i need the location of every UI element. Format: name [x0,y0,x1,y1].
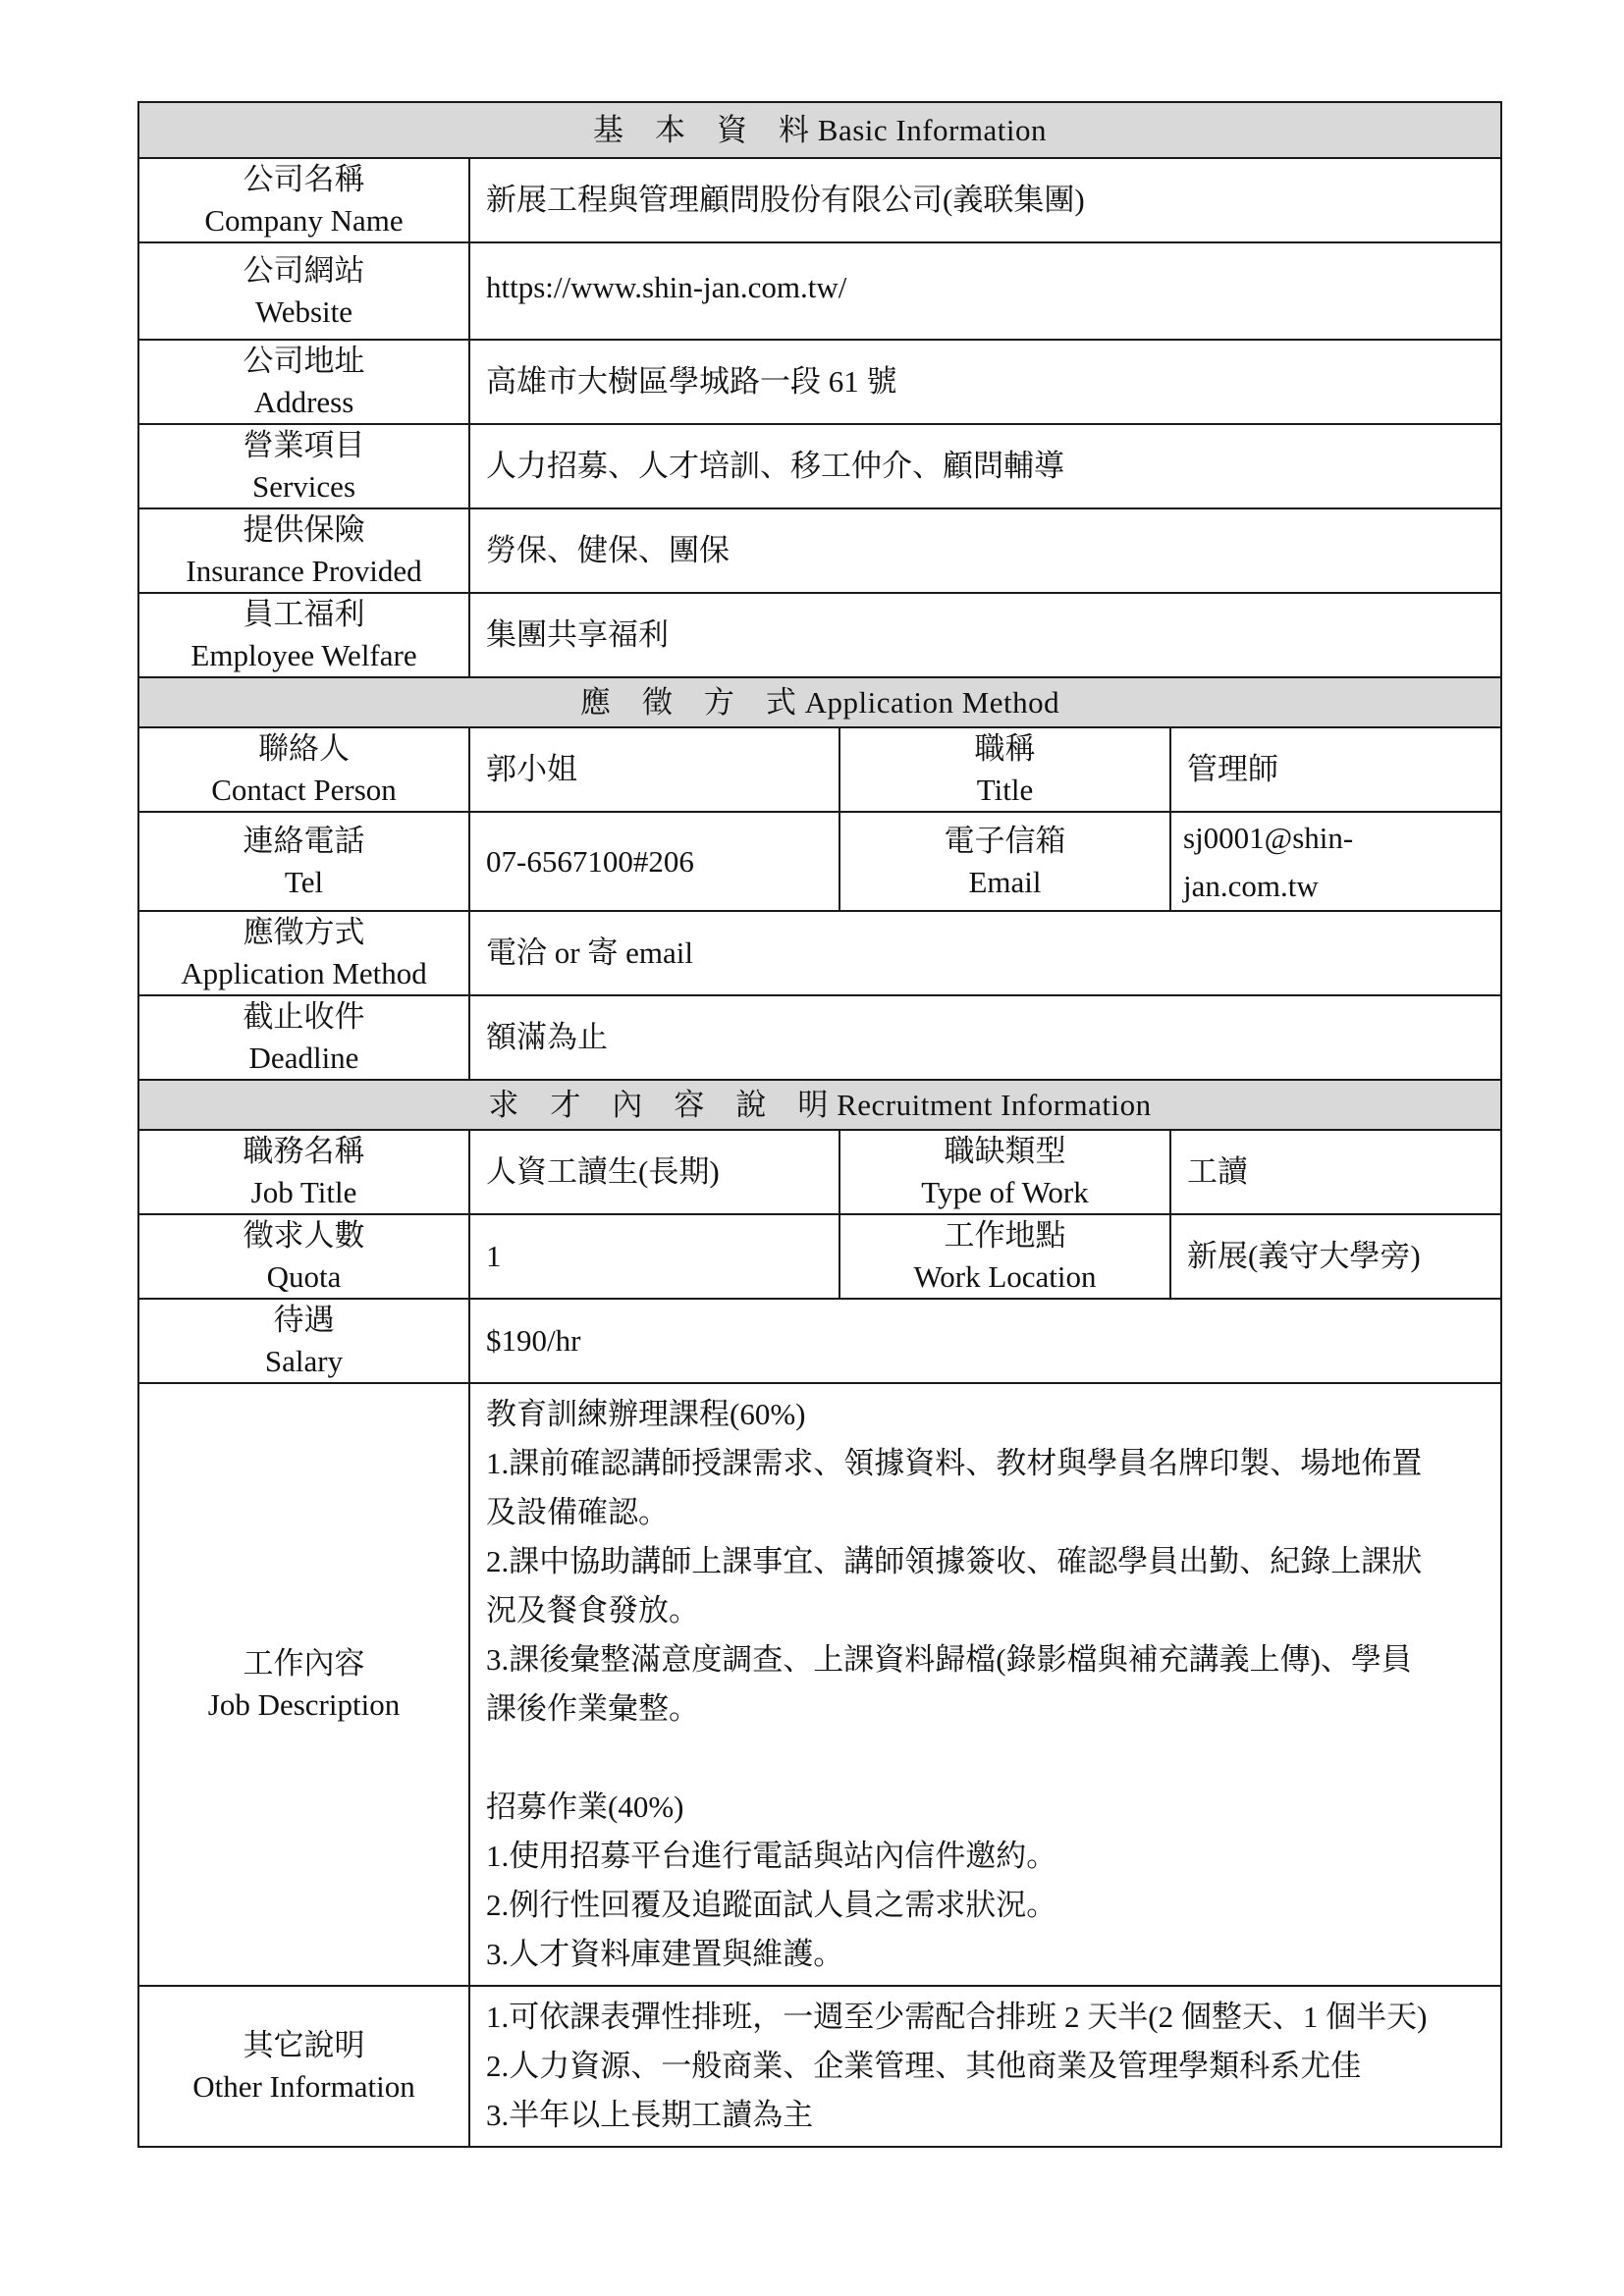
other-line: 1.可依課表彈性排班，一週至少需配合排班 2 天半(2 個整天、1 個半天) [486,2000,1428,2034]
description-line: 1.使用招募平台進行電話與站內信件邀約。 [486,1839,1057,1873]
label-services [138,424,469,508]
label-zh: 公司網站 [243,252,365,289]
label-zh: 電子信箱 [944,823,1066,859]
description-line: 招募作業(40%) [486,1789,684,1824]
job-title-value: 人資工讀生(長期) [469,1130,839,1214]
label-work-type [839,1130,1170,1214]
label-en: Other Information [192,2069,415,2104]
label-zh: 工作內容 [243,1646,365,1682]
label-zh: 徵求人數 [243,1218,365,1254]
label-en: Work Location [913,1259,1097,1294]
label-en: Services [251,469,356,504]
row-job-description [138,1383,1501,1986]
label-zh: 員工福利 [243,597,365,632]
row-insurance [138,508,1501,593]
label-zh: 職稱 [974,731,1036,767]
label-zh: 應徵方式 [243,915,365,950]
label-zh: 待遇 [273,1303,335,1338]
row-website [138,242,1501,340]
description-line: 1.課前確認講師授課需求、領據資料、教材與學員名牌印製、場地佈置 [486,1446,1423,1480]
label-zh: 職缺類型 [944,1134,1066,1169]
tel-value: 07-6567100#206 [469,812,839,911]
row-contact [138,727,1501,812]
section-title: 應 徵 方 式 Application Method [138,677,1501,727]
label-en: Job Description [207,1687,401,1722]
label-zh: 工作地點 [944,1218,1066,1254]
label-en: Tel [284,864,324,899]
label-welfare [138,593,469,677]
label-zh: 連絡電話 [243,823,365,859]
label-quota [138,1214,469,1299]
label-zh: 截止收件 [243,999,365,1035]
services-value: 人力招募、人才培訓、移工仲介、顧問輔導 [469,424,1501,508]
description-line: 及設備確認。 [486,1495,669,1529]
row-company [138,158,1501,242]
description-line: 3.人才資料庫建置與維護。 [486,1937,844,1971]
welfare-value: 集團共享福利 [469,593,1501,677]
description-line: 教育訓練辦理課程(60%) [486,1397,806,1431]
other-line: 2.人力資源、一般商業、企業管理、其他商業及管理學類科系尤佳 [486,2049,1362,2083]
description-line: 況及餐食發放。 [486,1593,699,1628]
label-en: Company Name [204,203,404,238]
label-insurance [138,508,469,593]
job-posting-table [137,101,1502,2148]
row-quota [138,1214,1501,1299]
row-deadline [138,995,1501,1080]
description-line: 課後作業彙整。 [486,1691,699,1726]
label-en: Quota [266,1259,342,1294]
label-email [839,812,1170,911]
label-contact [138,727,469,812]
label-en: Title [976,773,1034,807]
label-tel [138,812,469,911]
label-en: Address [253,385,354,419]
label-deadline [138,995,469,1080]
description-blank-line [486,1734,1490,1783]
insurance-value: 勞保、健保、團保 [469,508,1501,593]
label-en: Website [254,294,353,329]
work-type-value: 工讀 [1170,1130,1501,1214]
label-zh: 職務名稱 [243,1134,365,1169]
label-zh: 公司地址 [243,344,365,379]
description-line: 3.課後彙整滿意度調查、上課資料歸檔(錄影檔與補充講義上傳)、學員 [486,1642,1412,1677]
row-tel [138,812,1501,911]
label-en: Insurance Provided [186,554,422,588]
label-en: Email [968,864,1042,899]
label-zh: 營業項目 [243,428,365,463]
label-en: Deadline [248,1041,359,1075]
label-en: Application Method [181,956,427,990]
label-en: Salary [264,1344,344,1378]
label-website [138,242,469,340]
label-en: Job Title [250,1175,357,1209]
section-header-basic [138,102,1501,158]
company-name-value: 新展工程與管理顧問股份有限公司(義联集團) [469,158,1501,242]
row-method [138,911,1501,995]
row-address [138,340,1501,424]
section-header-application [138,677,1501,727]
label-en: Contact Person [211,773,397,807]
label-title [839,727,1170,812]
email-value[interactable] [1170,812,1501,911]
description-line: 2.課中協助講師上課事宜、講師領據簽收、確認學員出勤、紀錄上課狀 [486,1544,1423,1578]
label-location [839,1214,1170,1299]
other-information-value [469,1986,1501,2147]
website-value[interactable]: https://www.shin-jan.com.tw/ [469,242,1501,340]
label-zh: 其它說明 [243,2028,365,2063]
row-salary [138,1299,1501,1383]
label-address [138,340,469,424]
deadline-value: 額滿為止 [469,995,1501,1080]
label-zh: 提供保險 [243,512,365,548]
job-posting-document [137,101,1500,2148]
section-header-recruit [138,1080,1501,1130]
method-value: 電洽 or 寄 email [469,911,1501,995]
email-line-2: jan.com.tw [1183,868,1319,903]
other-line: 3.半年以上長期工讀為主 [486,2098,814,2132]
label-job-description [138,1383,469,1986]
row-other-information [138,1986,1501,2147]
address-value: 高雄市大樹區學城路一段 61 號 [469,340,1501,424]
row-welfare [138,593,1501,677]
label-zh: 聯絡人 [258,731,350,767]
label-other-information [138,1986,469,2147]
label-salary [138,1299,469,1383]
section-title: 基 本 資 料 Basic Information [138,102,1501,158]
label-method [138,911,469,995]
section-title: 求 才 內 容 說 明 Recruitment Information [138,1080,1501,1130]
label-en: Employee Welfare [190,638,417,672]
quota-value: 1 [469,1214,839,1299]
label-company [138,158,469,242]
row-job-title [138,1130,1501,1214]
label-en: Type of Work [921,1175,1089,1209]
contact-value: 郭小姐 [469,727,839,812]
salary-value: $190/hr [469,1299,1501,1383]
location-value: 新展(義守大學旁) [1170,1214,1501,1299]
job-description-value [469,1383,1501,1986]
label-job-title [138,1130,469,1214]
row-services [138,424,1501,508]
title-value: 管理師 [1170,727,1501,812]
description-line: 2.例行性回覆及追蹤面試人員之需求狀況。 [486,1888,1057,1922]
label-zh: 公司名稱 [243,162,365,197]
email-line-1: sj0001@shin- [1183,820,1354,855]
